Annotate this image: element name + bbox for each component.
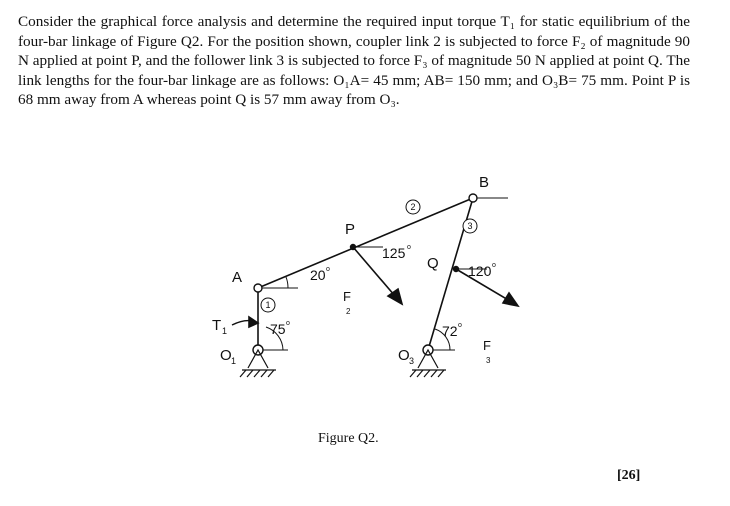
- marks-allocation: [26]: [617, 468, 641, 483]
- label-p: P: [345, 221, 356, 238]
- angle-72-degree: o: [458, 322, 462, 329]
- force-f3-arrowhead: [503, 293, 518, 306]
- link-1-number: 1: [265, 300, 271, 310]
- label-f2-sub: 2: [346, 307, 351, 316]
- point-q: [454, 267, 459, 272]
- label-a: A: [232, 269, 243, 286]
- label-f3: F: [483, 338, 491, 353]
- label-o3: O: [398, 347, 410, 364]
- point-p: [351, 245, 356, 250]
- angle-72-label: 72: [442, 323, 458, 339]
- angle-arc-20: [286, 277, 288, 288]
- angle-120-degree: o: [492, 262, 496, 269]
- angle-75-label: 75: [270, 321, 286, 337]
- label-o1-sub: 1: [231, 356, 237, 366]
- link-2-number: 2: [410, 202, 416, 212]
- label-o3-sub: 3: [409, 356, 415, 366]
- link-3-number: 3: [467, 221, 473, 231]
- angle-125-degree: o: [407, 244, 411, 251]
- angle-20-degree: o: [326, 266, 330, 273]
- angle-20-label: 20: [310, 267, 326, 283]
- label-f3-sub: 3: [486, 356, 491, 365]
- angle-120-label: 120: [468, 263, 492, 279]
- pin-b: [469, 194, 477, 202]
- problem-text: Consider the graphical force analysis and determine the required input torque T₁ for static equilibrium of the four-bar linkage of Figure Q2. For the position shown, coupler link 2 is subjected to force F₂ of magnitude 90 N applied at point P, and the follower link 3 is subjected to force F₃ of magnitude 50 N applied at point Q. The link lengths for the four-bar linkage are as follows: O₁A= 45 mm; AB= 150 mm; and O₃B= 75 mm. Point P is 68 mm away from A whereas point Q is 57 mm away from O₃.: [18, 13, 690, 109]
- torque-arrowhead: [249, 317, 258, 327]
- label-b: B: [479, 174, 490, 191]
- label-torque: T: [212, 317, 222, 334]
- label-o1: O: [220, 347, 232, 364]
- angle-75-degree: o: [286, 320, 290, 327]
- label-f2: F: [343, 289, 351, 304]
- label-q: Q: [427, 255, 439, 272]
- angle-125-label: 125: [382, 245, 406, 261]
- pin-a: [254, 284, 262, 292]
- figure-caption: Figure Q2.: [318, 431, 379, 446]
- label-torque-sub: 1: [222, 326, 228, 336]
- link-2-coupler: [258, 198, 473, 288]
